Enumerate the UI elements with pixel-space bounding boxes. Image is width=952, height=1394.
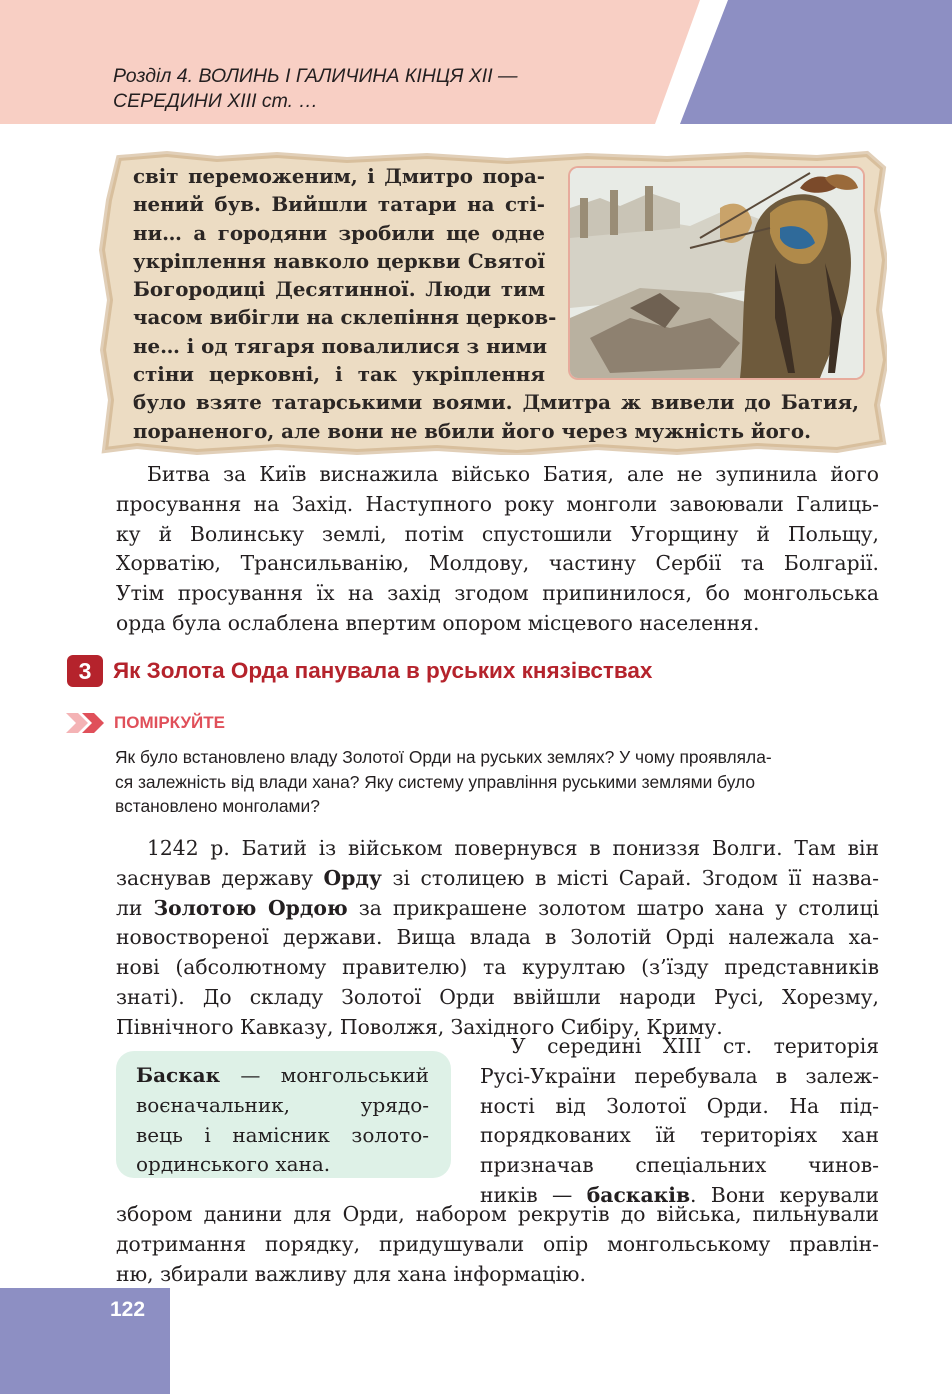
term-orda: Орду [323, 865, 382, 890]
paragraph-line: Хорватію, Трансильванію, Молдову, частину Сербії та Болгарії. [116, 551, 879, 576]
text-span: ників — [480, 1182, 587, 1207]
text-span: . Вони керували [690, 1182, 880, 1207]
paragraph-golden-horde [116, 834, 879, 1043]
chapter-title [113, 64, 673, 114]
quote-line: ни… а городяни зробили ще одне [133, 220, 545, 245]
quote-line: було взяте татарськими воями. Дмитра ж вивели до Батия, [133, 390, 859, 415]
paragraph-baskaks-full [116, 1200, 879, 1289]
paragraph-line: 1242 р. Батий із військом повернувся в пониззя Волги. Там він [147, 836, 879, 860]
paragraph-line: орда була ослаблена впертим опором місцевого населення. [116, 610, 760, 635]
paragraph-line: ку й Волинську землі, потім спустошили Угорщину й Польщу, [116, 521, 879, 546]
paragraph-line: дотримання порядку, придушували опір монгольському правлін- [116, 1231, 879, 1256]
quote-line: не… і од тягаря повалилися з ними [133, 333, 548, 358]
think-line: встановлено монголами? [115, 796, 320, 817]
paragraph-kyiv-battle [116, 460, 879, 639]
quote-line: укріплення навколо церкви Святої [133, 248, 545, 273]
paragraph-line: ню, збирали важливу для хана інформацію. [116, 1261, 586, 1286]
definition-line: вець і намісник золото- [136, 1122, 429, 1147]
paragraph-line: знаті). До складу Золотої Орди ввійшли народи Русі, Хорезму, [116, 984, 879, 1009]
text-span: заснував державу [116, 865, 324, 890]
paragraph-line: просування на Захід. Наступного року монголи завоювали Галиць- [116, 491, 879, 516]
text-span: — монгольський [220, 1063, 429, 1087]
definition-text [136, 1061, 429, 1180]
think-questions [115, 745, 879, 819]
paragraph-line [116, 894, 879, 924]
text-span: ли [116, 895, 154, 920]
paragraph-line: У середині XIII ст. територія [511, 1034, 879, 1058]
section-number-badge: 3 [67, 655, 103, 687]
text-span: зі столицею в місті Сарай. Згодом її назва- [381, 865, 879, 890]
paragraph-line: нові (абсолютному правителю) та курултаю (з’їзду представників [116, 955, 879, 980]
paragraph-baskaks-column [480, 1032, 879, 1211]
term-baskak: Баскак [136, 1063, 221, 1087]
quote-line: пораненого, але вони не вбили його через мужність його. [133, 418, 811, 443]
source-quote-text [133, 162, 879, 445]
definition-line [136, 1061, 429, 1091]
paragraph-line: Утім просування їх на захід згодом припинилося, бо монгольська [116, 581, 879, 606]
quote-line: нений був. Вийшли татари на сті- [133, 192, 545, 217]
think-label: ПОМІРКУЙТЕ [114, 713, 225, 732]
quote-line: часом вибігли на склепіння церков- [133, 305, 557, 330]
paragraph-line: Битва за Київ виснажила військо Батия, але не зупинила його [147, 462, 879, 486]
quote-line: Богородиці Десятинної. Люди тим [133, 277, 545, 302]
definition-line: воєначальник, урядо- [136, 1092, 429, 1117]
paragraph-line [116, 864, 879, 894]
chapter-title-line: Розділ 4. ВОЛИНЬ І ГАЛИЧИНА КІНЦЯ XII — [113, 65, 518, 87]
paragraph-line: ності від Золотої Орди. На під- [480, 1093, 879, 1118]
paragraph-line: порядкованих їй територіях хан [480, 1123, 879, 1148]
chevron-arrow-icon [66, 711, 106, 739]
paragraph-line: Північного Кавказу, Поволжя, Західного Сибіру, Криму. [116, 1014, 723, 1039]
term-golden-horde: Золотою Ордою [153, 895, 348, 920]
quote-line: стіни церковні, і так укріплення [133, 362, 545, 387]
paragraph-line: Русі-України перебувала в залеж- [480, 1063, 879, 1088]
section-title: Як Золота Орда панувала в руських князівствах [113, 658, 653, 683]
quote-line: світ переможеним, і Дмитро пора- [133, 164, 545, 188]
paragraph-line: збором данини для Орди, набором рекрутів до війська, пильнували [116, 1202, 879, 1226]
chapter-title-line: СЕРЕДИНИ XIII ст. … [113, 90, 319, 112]
term-baskaks: баскаків [586, 1182, 691, 1207]
think-line: ся залежність від влади хана? Яку систему управління руськими землями було [115, 771, 756, 792]
definition-line: ординського хана. [136, 1152, 331, 1177]
think-line: Як було встановлено владу Золотої Орди на руських землях? У чому проявляла- [115, 747, 772, 767]
paragraph-line: новоствореної держави. Вища влада в Золотій Орді належала ха- [116, 925, 879, 950]
text-span: за прикрашене золотом шатро хана у столиці [347, 895, 879, 920]
page-number: 122 [110, 1298, 146, 1321]
paragraph-line: призначав спеціальних чинов- [480, 1153, 879, 1178]
